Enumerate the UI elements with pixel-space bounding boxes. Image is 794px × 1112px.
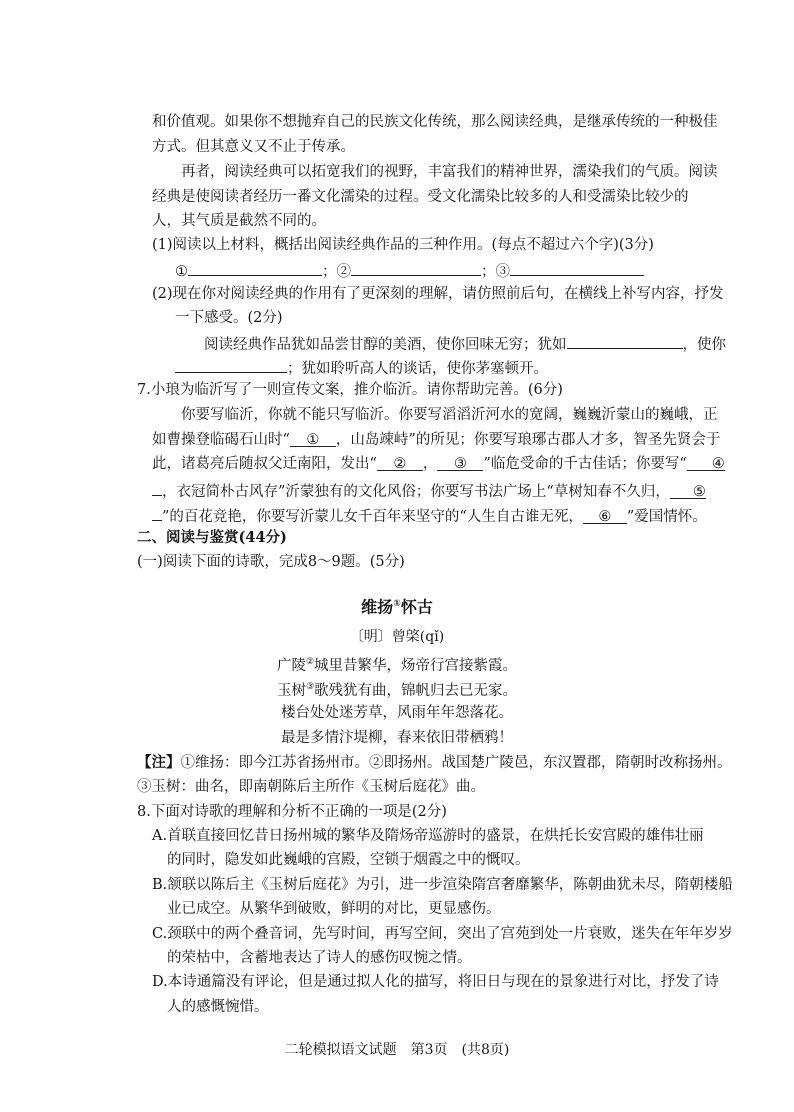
answer-blank-5[interactable] xyxy=(175,356,287,373)
q6-part2-prompt: (2)现在你对阅读经典的作用有了更深刻的理解，请仿照前后句，在横线上补写内容，抒发 xyxy=(152,286,724,302)
q7-text-line: 你要写临沂，你就不能只写临沂。你要写滔滔沂河水的宽阔，巍巍沂蒙山的巍峨，正 xyxy=(181,407,718,423)
q7-text: ”临危受命的千古佳话；你要写“ xyxy=(483,456,687,472)
poem-line xyxy=(0,652,794,676)
note-text: ①维扬：即今江苏省扬州市。②即扬州。战国楚广陵邑，东汉置郡，隋朝时改称扬州。 xyxy=(180,755,732,771)
q7-blank-2[interactable] xyxy=(377,454,423,471)
blank-marker: ；③ xyxy=(481,264,510,280)
blank-number: ① xyxy=(306,432,320,448)
q7-text-line xyxy=(152,430,720,450)
blank-number: ⑥ xyxy=(598,509,612,525)
q6-part2-prompt: 一下感受。(2分) xyxy=(175,310,283,326)
note-label: 【注】 xyxy=(137,754,181,771)
poem-text: 城里昔繁华，炀帝行宫接紫霞。 xyxy=(314,657,518,674)
option-b-cont: 业已成空。从繁华到破败，鲜明的对比，更显感伤。 xyxy=(167,901,501,917)
q7-blank-4-continued[interactable] xyxy=(152,479,162,496)
footnote-marker: ① xyxy=(393,599,401,609)
q6-answer-row xyxy=(175,259,644,282)
option-b: B.颔联以陈后主《玉树后庭花》为引，进一步渲染隋宫奢靡繁华，陈朝曲犹未尽，隋朝楼船 xyxy=(152,877,733,893)
example-text: ，使你 xyxy=(682,337,726,353)
q6-part1-prompt: (1)阅读以上材料，概括出阅读经典作品的三种作用。(每点不超过六个字)(3分) xyxy=(152,237,654,253)
section-heading: 二、阅读与鉴赏(44分) xyxy=(137,529,287,546)
poem-line xyxy=(0,677,794,701)
q6-example-line xyxy=(175,356,548,379)
q6-example-line xyxy=(204,332,726,355)
option-a-cont: 的同时，隐发如此巍峨的宫殿，空锁于烟霞之中的慨叹。 xyxy=(167,852,530,868)
option-d: D.本诗通篇没有评论，但是通过拟人化的描写，将旧日与现在的景象进行对比，抒发了诗 xyxy=(152,974,719,990)
option-c: C.颈联中的两个叠音词，先写时间，再写空间，突出了宫苑到处一片衰败，迷失在年年岁岁 xyxy=(152,926,733,942)
poem-note: ③玉树：曲名，即南朝陈后主所作《玉树后庭花》曲。 xyxy=(137,779,485,795)
poem-text: 广陵 xyxy=(276,657,306,674)
q7-blank-3[interactable] xyxy=(437,454,483,471)
q7-text-line xyxy=(152,504,707,527)
blank-marker: ① xyxy=(175,264,188,280)
option-a: A.首联直接回忆昔日扬州城的繁华及隋炀帝巡游时的盛景，在烘托长安宫殿的雄伟壮丽 xyxy=(152,828,704,844)
q7-text: ，衣冠简朴古风存”沂蒙独有的文化风俗；你要写书法广场上“草树知春不久归， xyxy=(162,484,670,500)
q7-text: ， xyxy=(422,456,438,472)
example-text: 阅读经典作品犹如品尝甘醇的美酒，使你回味无穷；犹如 xyxy=(204,337,567,353)
poem-text: 玉树 xyxy=(276,682,306,699)
poem-title-text: 维扬 xyxy=(361,597,394,617)
option-d-cont: 人的感慨惋惜。 xyxy=(167,999,269,1015)
q7-text: 如曹操登临碣石山时“ xyxy=(152,432,290,448)
answer-blank-1[interactable] xyxy=(188,259,322,276)
poem-author: 〔明〕曾棨(qǐ) xyxy=(349,629,445,645)
page-footer: 二轮模拟语文试题 第3页 (共8页) xyxy=(284,1042,510,1058)
passage-line: 经典是使阅读者经历一番文化濡染的过程。受文化濡染比较多的人和受濡染比较少的 xyxy=(152,189,689,205)
blank-marker: ；② xyxy=(322,264,351,280)
q7-text: ”的百花竞艳，你要写沂蒙儿女千百年来坚守的“人生自古谁无死， xyxy=(162,509,583,525)
blank-number: ⑤ xyxy=(692,484,706,500)
q7-text-line xyxy=(152,479,706,502)
blank-number: ③ xyxy=(453,456,467,472)
passage-line: 再者，阅读经典可以拓宽我们的视野，丰富我们的精神世界，濡染我们的气质。阅读 xyxy=(181,164,718,180)
option-c-cont: 的荣枯中，含蓄地表达了诗人的感伤叹惋之情。 xyxy=(167,950,472,966)
poem-line: 最是多情汴堤柳，春来依旧带栖鸦！ xyxy=(281,730,513,746)
answer-blank-3[interactable] xyxy=(510,259,644,276)
q7-blank-6[interactable] xyxy=(583,507,627,524)
answer-blank-2[interactable] xyxy=(351,259,481,276)
q7-text-line xyxy=(152,454,725,474)
subsection-heading: (一)阅读下面的诗歌，完成8～9题。(5分) xyxy=(137,554,405,570)
footnote-marker: ② xyxy=(305,657,315,667)
blank-number: ④ xyxy=(711,456,725,472)
poem-title xyxy=(0,594,794,617)
poem-title-text: 怀古 xyxy=(400,597,433,617)
q7-blank-5[interactable] xyxy=(670,482,706,499)
passage-line: 方式。但其意义又不止于传承。 xyxy=(152,139,355,155)
poem-note xyxy=(137,753,732,773)
example-text: ；犹如聆听高人的谈话，使你茅塞顿开。 xyxy=(287,361,548,377)
q7-stem: 7.小琅为临沂写了一则宣传文案，推介临沂。请你帮助完善。(6分) xyxy=(137,382,563,398)
q7-blank-1[interactable] xyxy=(290,430,336,447)
q7-blank-4[interactable] xyxy=(687,454,725,471)
footnote-marker: ③ xyxy=(305,682,315,692)
q7-text: ，山岛竦峙”的所见；你要写琅琊古郡人才多，智圣先贤会于 xyxy=(335,432,721,448)
poem-line: 楼台处处迷芳草，风雨年年怨落花。 xyxy=(281,705,513,721)
q7-text: 此，诸葛亮后随叔父迁南阳，发出“ xyxy=(152,456,377,472)
poem-text: 歌残犹有曲，锦帆归去已无家。 xyxy=(314,682,518,699)
q7-blank-5-continued[interactable] xyxy=(152,504,162,521)
blank-number: ② xyxy=(393,456,407,472)
answer-blank-4[interactable] xyxy=(567,332,683,349)
q8-stem: 8.下面对诗歌的理解和分析不正确的一项是(2分) xyxy=(137,804,447,820)
passage-line: 人，其气质是截然不同的。 xyxy=(152,213,326,229)
q7-text: ”爱国情怀。 xyxy=(626,509,707,525)
passage-line: 和价值观。如果你不想抛弃自己的民族文化传统，那么阅读经典，是继承传统的一种极佳 xyxy=(152,114,718,130)
